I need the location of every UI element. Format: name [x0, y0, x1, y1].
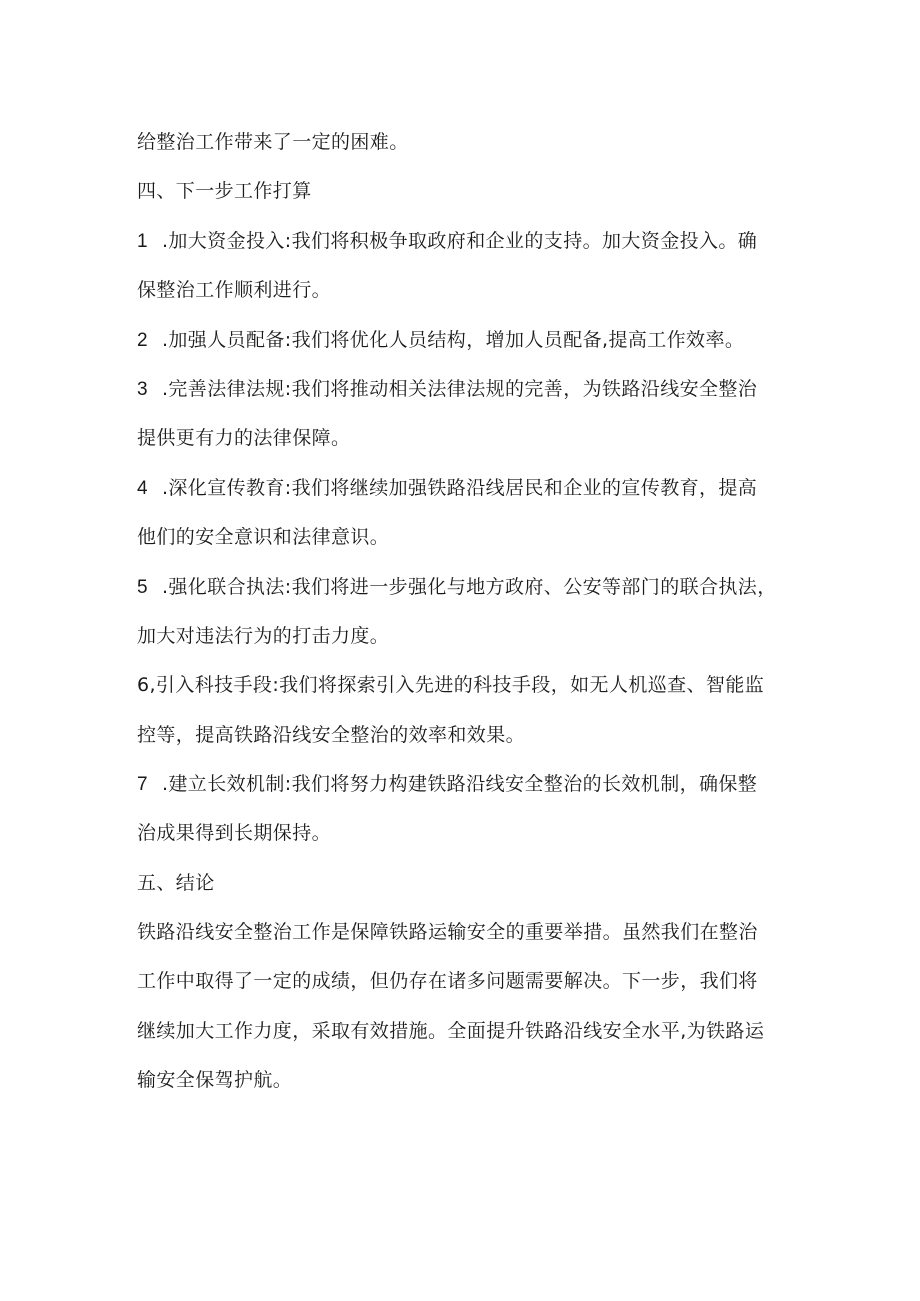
- line-text: 治成果得到长期保持。: [137, 822, 332, 844]
- line-text: 继续加大工作力度，采取有效措施。全面提升铁路沿线安全水平,为铁路运: [137, 1020, 765, 1042]
- text-line: [137, 1019, 764, 1043]
- line-text: .强化联合执法:我们将进一步强化与地方政府、公安等部门的联合执法，: [161, 576, 777, 598]
- line-text: .完善法律法规:我们将推动相关法律法规的完善，为铁路沿线安全整治: [161, 378, 758, 400]
- list-item: [137, 772, 757, 797]
- list-number: 4: [137, 478, 148, 499]
- list-number: 2: [137, 330, 148, 351]
- heading-text: 五、结论: [137, 872, 215, 894]
- line-text: 他们的安全意识和法律意识。: [137, 526, 390, 548]
- text-line: [137, 525, 389, 549]
- text-line: [137, 969, 758, 993]
- line-text: 工作中取得了一定的成绩，但仍存在诸多问题需要解决。下一步，我们将: [137, 970, 758, 992]
- list-number: 5: [137, 577, 148, 598]
- line-text: .建立长效机制:我们将努力构建铁路沿线安全整治的长效机制，确保整: [161, 773, 758, 795]
- list-item: [137, 377, 757, 402]
- list-item: [137, 476, 757, 501]
- text-line: [137, 426, 350, 450]
- heading-text: 四、下一步工作打算: [137, 180, 312, 202]
- list-item: [137, 328, 744, 353]
- line-text: .深化宣传教育:我们将继续加强铁路沿线居民和企业的宣传教育，提高: [161, 477, 758, 499]
- line-text: 控等，提高铁路沿线安全整治的效率和效果。: [137, 724, 526, 746]
- line-text: 提供更有力的法律保障。: [137, 427, 351, 449]
- list-number: 7: [137, 774, 148, 795]
- text-line: [137, 624, 389, 648]
- list-number: 1: [137, 231, 148, 252]
- text-line: [137, 130, 409, 154]
- list-item: [137, 229, 757, 254]
- text-line: [137, 1068, 292, 1092]
- line-text: 保整治工作顺利进行。: [137, 279, 332, 301]
- line-text: 输安全保驾护航。: [137, 1069, 293, 1091]
- line-text: 加大对违法行为的打击力度。: [137, 625, 390, 647]
- text-line: [137, 723, 525, 747]
- list-number: 3: [137, 379, 148, 400]
- line-text: 6,引入科技手段:我们将探索引入先进的科技手段，如无人机巡查、智能监: [137, 674, 765, 696]
- text-line: [137, 920, 758, 944]
- line-text: 铁路沿线安全整治工作是保障铁路运输安全的重要举措。虽然我们在整治: [137, 921, 758, 943]
- line-text: 给整治工作带来了一定的困难。: [137, 131, 409, 153]
- section-heading: [137, 179, 312, 203]
- list-item: [137, 673, 764, 697]
- line-text: .加大资金投入:我们将积极争取政府和企业的支持。加大资金投入。确: [161, 230, 758, 252]
- line-text: .加强人员配备:我们将优化人员结构，增加人员配备,提高工作效率。: [161, 329, 745, 351]
- text-line: [137, 821, 331, 845]
- text-line: [137, 278, 331, 302]
- section-heading: [137, 871, 215, 895]
- list-item: [137, 575, 777, 600]
